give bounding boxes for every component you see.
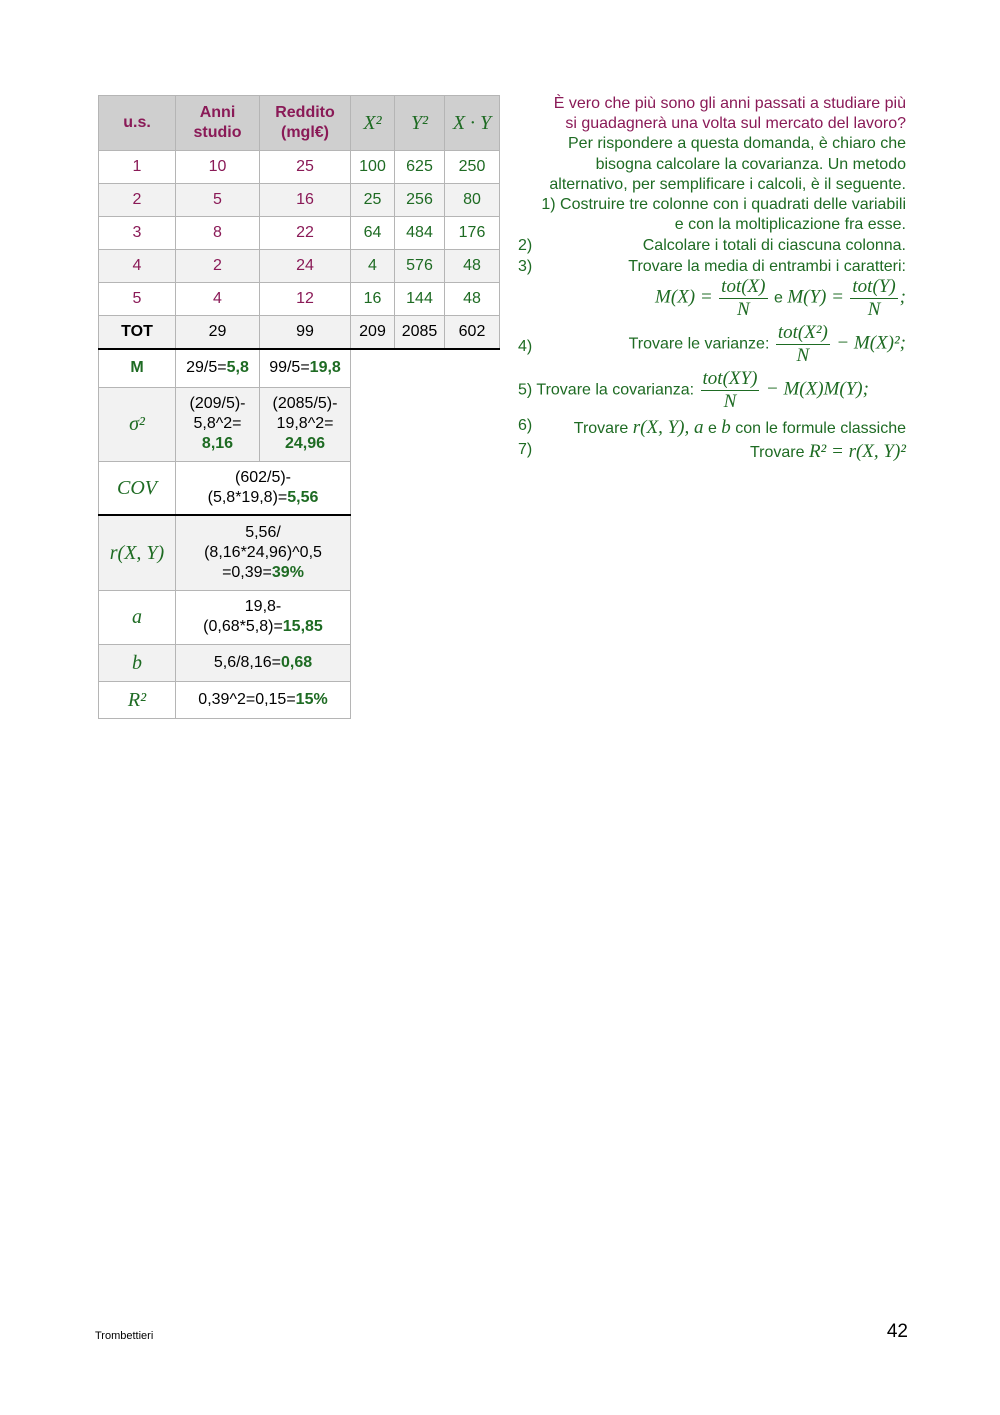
slope-row xyxy=(99,644,500,681)
intro-paragraph: È vero che più sono gli anni passati a studiare più si guadagnerà una volta sul mercato del lavoro? Per rispondere a questa domanda, è chiaro che bisogna calcolare la covarianza. Un metodo alternativo, per semplificare i calcoli, è il seguente. xyxy=(549,95,906,193)
variance-x: (209/5)- 5,8^2= 8,16 xyxy=(176,387,260,461)
covariance-label: COV xyxy=(99,461,176,515)
table-row: 5 4 12 16 144 48 xyxy=(99,283,500,316)
correlation-row xyxy=(99,515,500,590)
header-reddito: Reddito (mgl€) xyxy=(260,96,351,151)
table-row: 3 8 22 64 484 176 xyxy=(99,217,500,250)
header-anni-studio: Anni studio xyxy=(176,96,260,151)
variance-row xyxy=(99,387,500,461)
table-total-row: TOT 29 99 209 2085 602 xyxy=(99,316,500,350)
table-row: 4 2 24 4 576 48 xyxy=(99,250,500,283)
header-x-squared: X² xyxy=(351,96,395,151)
r-squared-label: R² xyxy=(99,681,176,718)
table-row: 2 5 16 25 256 80 xyxy=(99,184,500,217)
covariance-value: (602/5)- (5,8*19,8)=5,56 xyxy=(176,461,351,515)
mean-x: 29/5=5,8 xyxy=(176,349,260,387)
mean-label: M xyxy=(99,349,176,387)
intercept-value: 19,8- (0,68*5,8)=15,85 xyxy=(176,590,351,644)
header-us: u.s. xyxy=(99,96,176,151)
covariance-row xyxy=(99,461,500,515)
footer-author: Trombettieri xyxy=(95,1330,154,1342)
correlation-value: 5,56/ (8,16*24,96)^0,5 =0,39=39% xyxy=(176,515,351,590)
intercept-row xyxy=(99,590,500,644)
slope-value: 5,6/8,16=0,68 xyxy=(176,644,351,681)
r-squared-value: 0,39^2=0,15=15% xyxy=(176,681,351,718)
slope-label: b xyxy=(99,644,176,681)
header-y-squared: Y² xyxy=(395,96,445,151)
regression-table xyxy=(98,95,500,719)
table-header-row xyxy=(99,96,500,151)
table-row: 1 10 25 100 625 250 xyxy=(99,151,500,184)
variance-y: (2085/5)- 19,8^2= 24,96 xyxy=(260,387,351,461)
page-number: 42 xyxy=(886,1321,908,1342)
r-squared-row xyxy=(99,681,500,718)
variance-label: σ² xyxy=(99,387,176,461)
correlation-label: r(X, Y) xyxy=(99,515,176,590)
mean-row xyxy=(99,349,500,387)
intercept-label: a xyxy=(99,590,176,644)
header-xy: X · Y xyxy=(445,96,500,151)
total-label: TOT xyxy=(99,316,176,350)
mean-y: 99/5=19,8 xyxy=(260,349,351,387)
